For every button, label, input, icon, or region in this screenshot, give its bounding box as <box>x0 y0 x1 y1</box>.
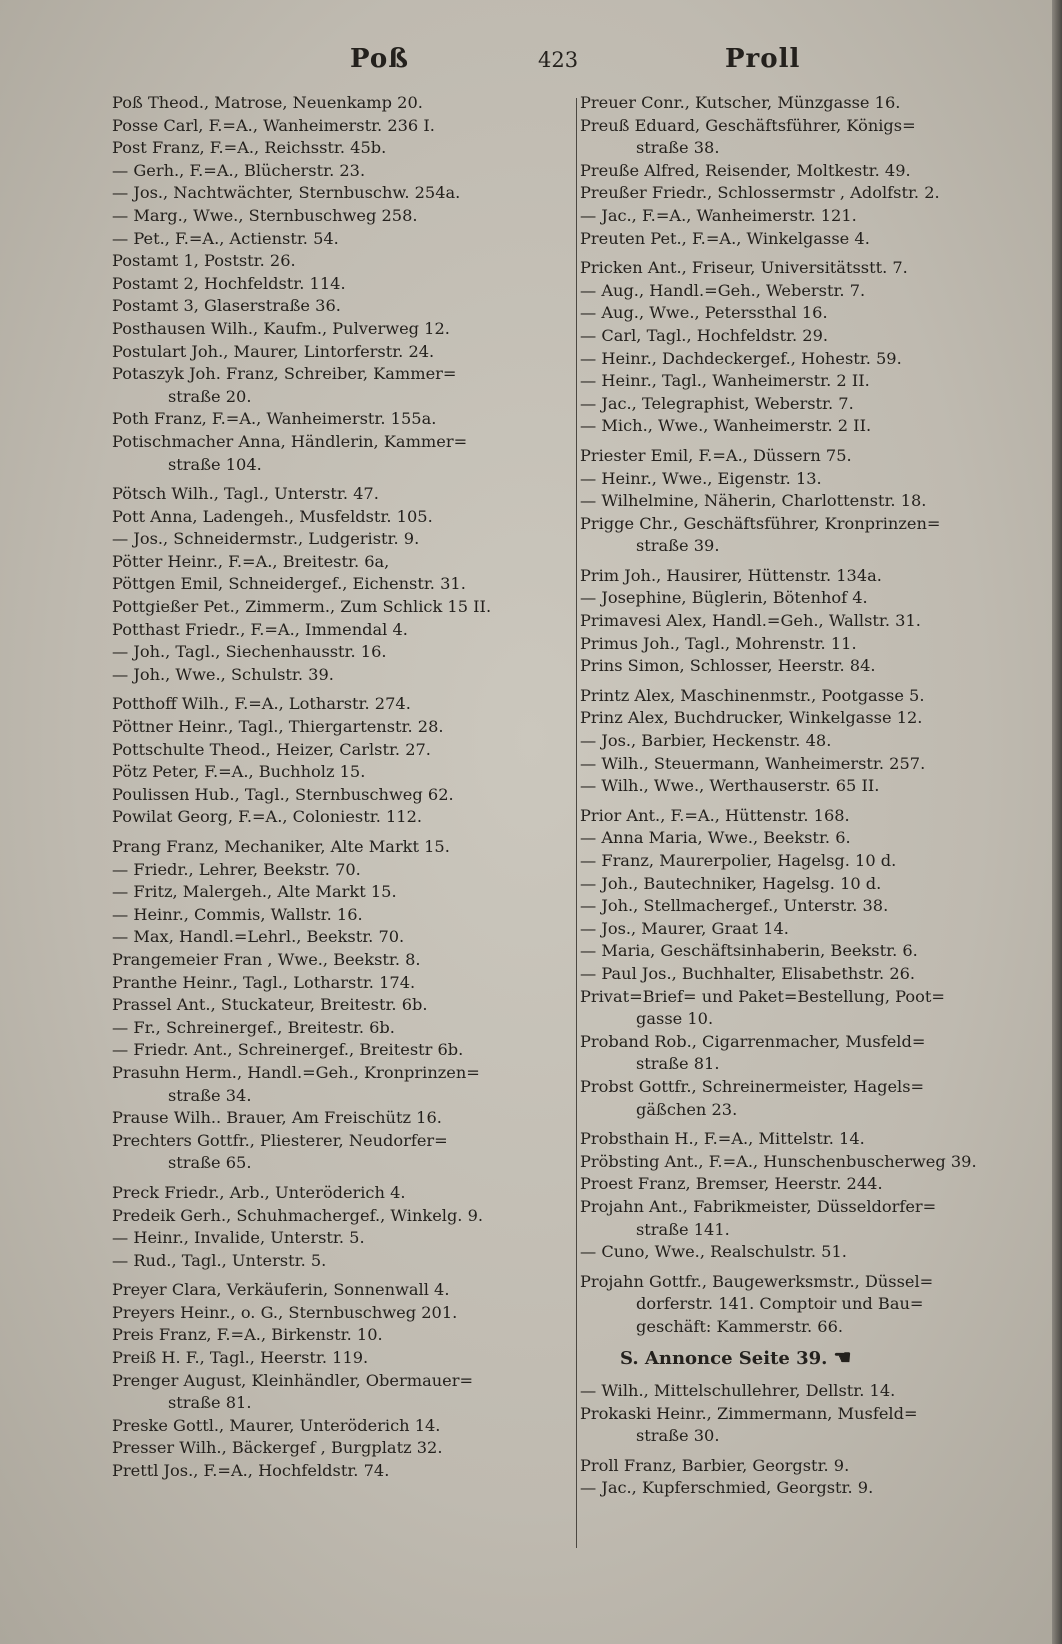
directory-entry-continuation: geschäft: Kammerstr. 66. <box>636 1316 844 1336</box>
directory-entry-continuation: straße 30. <box>636 1426 720 1446</box>
directory-entry: Pranthe Heinr., Tagl., Lotharstr. 174. <box>112 972 416 992</box>
directory-entry: — Cuno, Wwe., Realschulstr. 51. <box>580 1242 847 1262</box>
directory-entry: Potthast Friedr., F.=A., Immendal 4. <box>112 619 408 639</box>
directory-entry: — Joh., Tagl., Siechenhausstr. 16. <box>112 642 387 662</box>
directory-entry: — Jos., Schneidermstr., Ludgeristr. 9. <box>112 529 420 549</box>
directory-entry-continuation: dorferstr. 141. Comptoir und Bau= <box>636 1294 924 1314</box>
directory-entry: — Josephine, Büglerin, Bötenhof 4. <box>580 588 868 608</box>
directory-entry: Pottgießer Pet., Zimmerm., Zum Schlick 15 II. <box>112 597 492 617</box>
directory-entry: Preyer Clara, Verkäuferin, Sonnenwall 4. <box>112 1280 450 1300</box>
directory-entry-continuation: straße 81. <box>636 1054 720 1074</box>
directory-entry: Preuße Alfred, Reisender, Moltkestr. 49. <box>580 160 911 180</box>
directory-entry: Projahn Gottfr., Baugewerksmstr., Düssel= <box>580 1271 934 1291</box>
directory-entry: Preske Gottl., Maurer, Unteröderich 14. <box>112 1415 441 1435</box>
advertisement-reference <box>620 1346 982 1371</box>
directory-entry-continuation: straße 81. <box>168 1393 252 1413</box>
page-number: 423 <box>538 48 579 72</box>
directory-entry: — Heinr., Invalide, Unterstr. 5. <box>112 1228 365 1248</box>
pointing-hand-icon: ☚ <box>833 1345 852 1370</box>
directory-entry: Poß Theod., Matrose, Neuenkamp 20. <box>112 93 423 112</box>
left-column <box>112 92 567 1483</box>
advertisement-reference-text: S. Annonce Seite 39. <box>620 1348 828 1370</box>
directory-entry: Preuer Conr., Kutscher, Münzgasse 16. <box>580 93 901 112</box>
directory-entry: — Jac., Telegraphist, Weberstr. 7. <box>580 393 854 413</box>
directory-entry: — Joh., Stellmachergef., Unterstr. 38. <box>580 896 889 916</box>
directory-entry: — Aug., Handl.=Geh., Weberstr. 7. <box>580 280 866 300</box>
directory-entry: Prokaski Heinr., Zimmermann, Musfeld= <box>580 1403 918 1423</box>
directory-entry: Preiß H. F., Tagl., Heerstr. 119. <box>112 1348 369 1368</box>
directory-entry: Pottschulte Theod., Heizer, Carlstr. 27. <box>112 739 431 759</box>
directory-entry: Pötz Peter, F.=A., Buchholz 15. <box>112 762 366 782</box>
directory-entry: — Rud., Tagl., Unterstr. 5. <box>112 1250 327 1270</box>
directory-entry: Potischmacher Anna, Händlerin, Kammer= <box>112 431 468 451</box>
column-divider <box>576 98 577 1548</box>
directory-entry: Pott Anna, Ladengeh., Musfeldstr. 105. <box>112 506 433 526</box>
directory-entry: Preußer Friedr., Schlossermstr , Adolfstr. 2. <box>580 183 940 203</box>
directory-entry: Posthausen Wilh., Kaufm., Pulverweg 12. <box>112 318 450 338</box>
directory-entry: Poulissen Hub., Tagl., Sternbuschweg 62. <box>112 784 454 804</box>
header-left-catchword: Poß <box>350 44 409 74</box>
directory-entry: Pöttner Heinr., Tagl., Thiergartenstr. 28. <box>112 717 444 737</box>
directory-entry: Proband Rob., Cigarrenmacher, Musfeld= <box>580 1031 926 1051</box>
directory-entry: Prigge Chr., Geschäftsführer, Kronprinzen= <box>580 513 941 533</box>
directory-entry-continuation: straße 141. <box>636 1219 730 1239</box>
directory-entry: Postulart Joh., Maurer, Lintorferstr. 24. <box>112 341 435 361</box>
directory-entry: — Jac., F.=A., Wanheimerstr. 121. <box>580 205 857 225</box>
directory-entry: Preuten Pet., F.=A., Winkelgasse 4. <box>580 228 870 248</box>
directory-entry: — Paul Jos., Buchhalter, Elisabethstr. 26. <box>580 963 916 983</box>
directory-entry: Poth Franz, F.=A., Wanheimerstr. 155a. <box>112 409 437 429</box>
directory-entry: Preis Franz, F.=A., Birkenstr. 10. <box>112 1325 383 1345</box>
directory-entry: — Maria, Geschäftsinhaberin, Beekstr. 6. <box>580 941 918 961</box>
directory-entry: — Aug., Wwe., Peterssthal 16. <box>580 303 828 323</box>
directory-entry: Predeik Gerh., Schuhmachergef., Winkelg. 9. <box>112 1205 484 1225</box>
directory-entry: Prior Ant., F.=A., Hüttenstr. 168. <box>580 805 850 825</box>
directory-entry: Proest Franz, Bremser, Heerstr. 244. <box>580 1174 883 1194</box>
directory-entry-continuation: gasse 10. <box>636 1009 714 1029</box>
directory-entry: — Heinr., Dachdeckergef., Hohestr. 59. <box>580 348 902 368</box>
directory-entry: — Heinr., Commis, Wallstr. 16. <box>112 904 363 924</box>
directory-entry: Printz Alex, Maschinenmstr., Pootgasse 5. <box>580 685 925 705</box>
directory-entry: Potaszyk Joh. Franz, Schreiber, Kammer= <box>112 364 457 384</box>
directory-entry: Pöttgen Emil, Schneidergef., Eichenstr. 31. <box>112 574 466 594</box>
directory-entry: — Heinr., Tagl., Wanheimerstr. 2 II. <box>580 371 870 391</box>
header-right-catchword: Proll <box>725 44 801 74</box>
directory-entry: Pötter Heinr., F.=A., Breitestr. 6a, <box>112 551 390 571</box>
directory-entry: — Wilh., Mittelschullehrer, Dellstr. 14. <box>580 1381 896 1401</box>
directory-entry: Priester Emil, F.=A., Düssern 75. <box>580 445 852 465</box>
directory-entry: — Anna Maria, Wwe., Beekstr. 6. <box>580 828 851 848</box>
directory-entry: — Jos., Maurer, Graat 14. <box>580 918 789 938</box>
directory-entry: Primus Joh., Tagl., Mohrenstr. 11. <box>580 633 857 653</box>
directory-entry: — Pet., F.=A., Actienstr. 54. <box>112 228 339 248</box>
directory-entry-continuation: straße 38. <box>636 138 720 158</box>
directory-entry: — Friedr. Ant., Schreinergef., Breitestr 6b. <box>112 1040 464 1060</box>
directory-entry: Preck Friedr., Arb., Unteröderich 4. <box>112 1182 406 1202</box>
directory-entry: Potthoff Wilh., F.=A., Lotharstr. 274. <box>112 694 411 714</box>
directory-entry-continuation: gäßchen 23. <box>636 1099 738 1119</box>
directory-entry: Powilat Georg, F.=A., Coloniestr. 112. <box>112 807 423 827</box>
directory-entry: — Jos., Nachtwächter, Sternbuschw. 254a. <box>112 183 461 203</box>
directory-entry: — Heinr., Wwe., Eigenstr. 13. <box>580 468 822 488</box>
page-edge-shadow <box>1052 0 1062 1644</box>
directory-entry: Preyers Heinr., o. G., Sternbuschweg 201. <box>112 1302 458 1322</box>
directory-entry-continuation: straße 65. <box>168 1153 252 1173</box>
directory-entry-continuation: straße 104. <box>168 454 262 474</box>
directory-entry: Pröbsting Ant., F.=A., Hunschenbuscherweg 39. <box>580 1151 977 1171</box>
directory-entry: Prause Wilh.. Brauer, Am Freischütz 16. <box>112 1108 442 1128</box>
directory-entry: — Jos., Barbier, Heckenstr. 48. <box>580 731 832 751</box>
directory-entry: Prassel Ant., Stuckateur, Breitestr. 6b. <box>112 995 428 1015</box>
directory-entry: Preuß Eduard, Geschäftsführer, Königs= <box>580 115 916 135</box>
directory-entry: — Max, Handl.=Lehrl., Beekstr. 70. <box>112 927 405 947</box>
directory-entry: Prenger August, Kleinhändler, Obermauer= <box>112 1370 474 1390</box>
directory-entry: — Wilh., Steuermann, Wanheimerstr. 257. <box>580 753 926 773</box>
directory-entry: Privat=Brief= und Paket=Bestellung, Poot= <box>580 986 945 1006</box>
directory-entry: — Fr., Schreinergef., Breitestr. 6b. <box>112 1017 395 1037</box>
directory-entry: Postamt 3, Glaserstraße 36. <box>112 296 341 316</box>
directory-entry: Posse Carl, F.=A., Wanheimerstr. 236 I. <box>112 115 435 135</box>
directory-entry: Pricken Ant., Friseur, Universitätsstt. 7. <box>580 258 908 278</box>
directory-entry: Prinz Alex, Buchdrucker, Winkelgasse 12. <box>580 708 923 728</box>
directory-entry: — Wilhelmine, Näherin, Charlottenstr. 18. <box>580 491 927 511</box>
directory-entry: Prechters Gottfr., Pliesterer, Neudorfer= <box>112 1130 448 1150</box>
directory-entry: Postamt 1, Poststr. 26. <box>112 251 296 271</box>
directory-entry: — Franz, Maurerpolier, Hagelsg. 10 d. <box>580 851 897 870</box>
directory-entry: — Jac., Kupferschmied, Georgstr. 9. <box>580 1478 874 1498</box>
directory-entry: — Mich., Wwe., Wanheimerstr. 2 II. <box>580 416 872 436</box>
directory-entry: — Friedr., Lehrer, Beekstr. 70. <box>112 859 361 879</box>
directory-entry: Prim Joh., Hausirer, Hüttenstr. 134a. <box>580 565 882 585</box>
directory-entry-continuation: straße 39. <box>636 536 720 556</box>
directory-entry: Probsthain H., F.=A., Mittelstr. 14. <box>580 1129 865 1149</box>
directory-entry: Presser Wilh., Bäckergef , Burgplatz 32. <box>112 1438 443 1458</box>
directory-entry: Primavesi Alex, Handl.=Geh., Wallstr. 31. <box>580 611 921 631</box>
directory-entry-continuation: straße 34. <box>168 1085 252 1105</box>
directory-entry: — Gerh., F.=A., Blücherstr. 23. <box>112 160 366 180</box>
directory-entry: Prasuhn Herm., Handl.=Geh., Kronprinzen= <box>112 1062 480 1082</box>
directory-entry: — Joh., Bautechniker, Hagelsg. 10 d. <box>580 873 882 893</box>
directory-entry: Prins Simon, Schlosser, Heerstr. 84. <box>580 656 876 676</box>
directory-entry: Postamt 2, Hochfeldstr. 114. <box>112 273 346 293</box>
page-header <box>110 40 800 80</box>
directory-entry: Prettl Jos., F.=A., Hochfeldstr. 74. <box>112 1461 390 1481</box>
directory-entry: Prangemeier Fran , Wwe., Beekstr. 8. <box>112 949 421 969</box>
directory-entry: Projahn Ant., Fabrikmeister, Düsseldorfer= <box>580 1196 937 1216</box>
directory-entry: — Carl, Tagl., Hochfeldstr. 29. <box>580 325 829 345</box>
directory-entry: Pötsch Wilh., Tagl., Unterstr. 47. <box>112 484 379 504</box>
directory-entry: — Fritz, Malergeh., Alte Markt 15. <box>112 882 397 902</box>
directory-entry: — Marg., Wwe., Sternbuschweg 258. <box>112 205 418 225</box>
right-column <box>580 92 982 1500</box>
directory-entry: Probst Gottfr., Schreinermeister, Hagels= <box>580 1076 925 1096</box>
directory-entry-continuation: straße 20. <box>168 386 252 406</box>
directory-entry: — Joh., Wwe., Schulstr. 39. <box>112 664 334 684</box>
directory-entry: Post Franz, F.=A., Reichsstr. 45b. <box>112 138 387 158</box>
directory-entry: — Wilh., Wwe., Werthauserstr. 65 II. <box>580 776 880 796</box>
directory-entry: Proll Franz, Barbier, Georgstr. 9. <box>580 1455 850 1475</box>
directory-entry: Prang Franz, Mechaniker, Alte Markt 15. <box>112 837 450 856</box>
